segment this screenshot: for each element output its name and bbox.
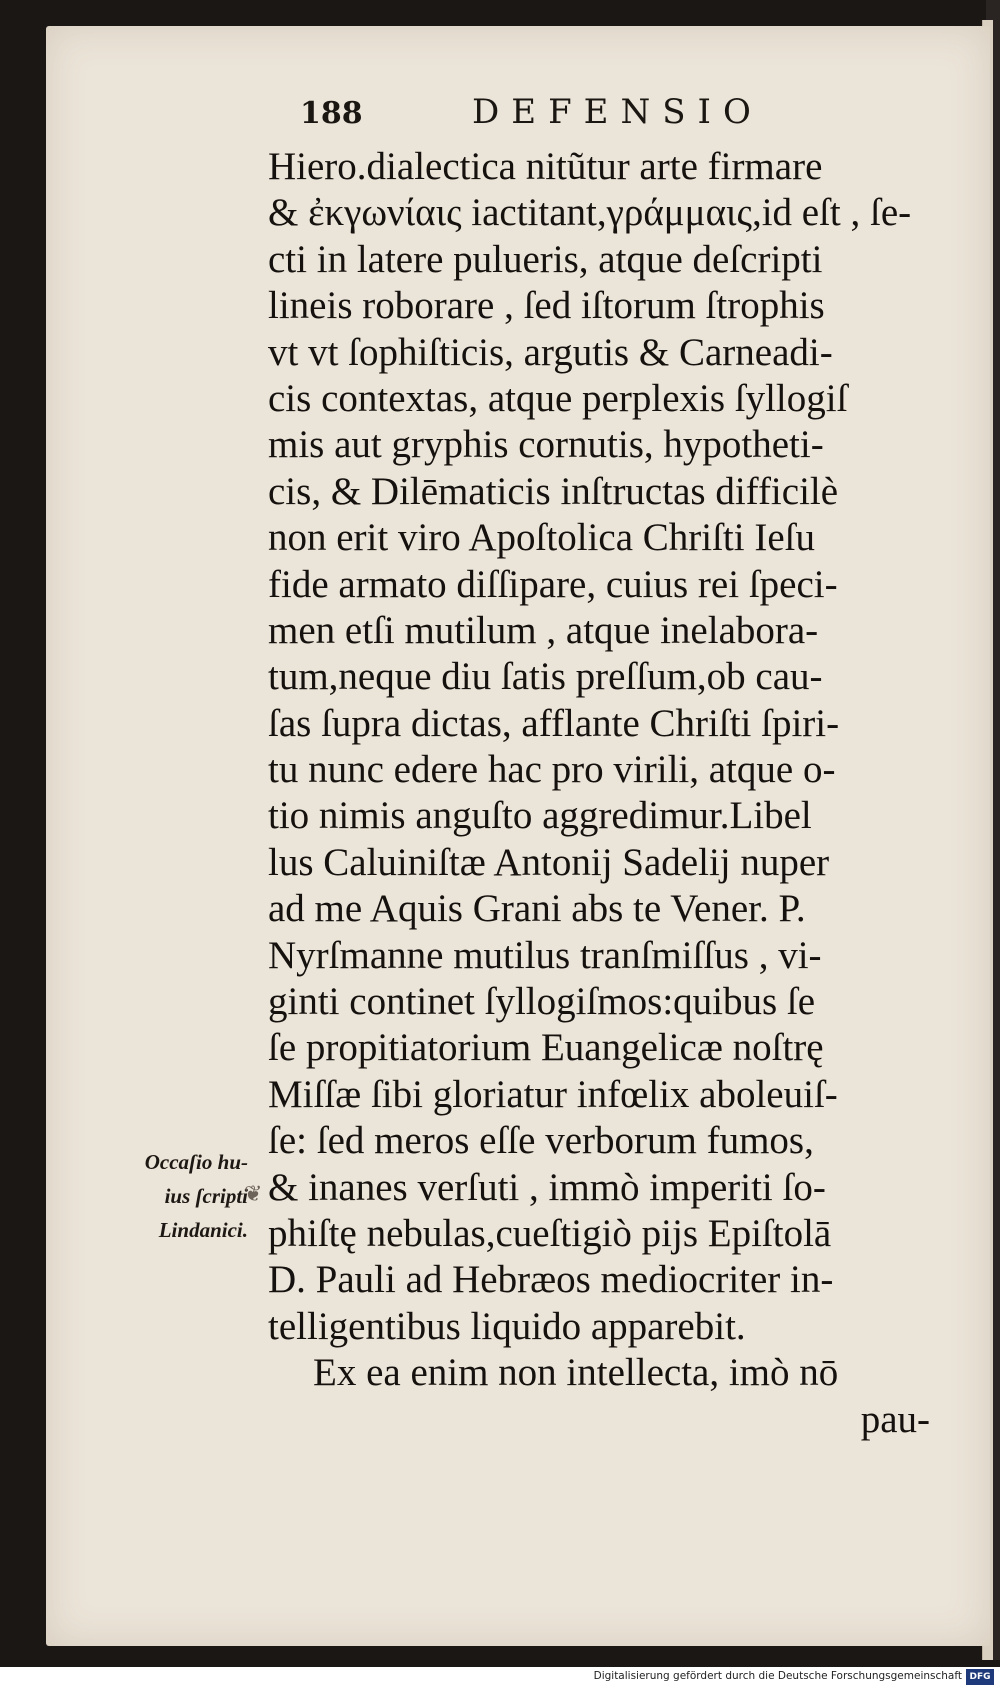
text-line: & ἐκγωνίαις iactitant,γράμμαις,id eſt , ſe-: [268, 191, 912, 235]
text-line: cti in latere pulueris, atque deſcripti: [268, 237, 823, 281]
text-line: vt vt ſophiſticis, argutis & Carneadi-: [268, 330, 833, 374]
text-line: non erit viro Apoſtolica Chriſti Ieſu: [268, 516, 815, 560]
text-line: phiſtę nebulas,cueſtigiò pijs Epiſtolā: [268, 1211, 832, 1255]
text-line: telligentibus liquido apparebit.: [268, 1304, 746, 1348]
text-line: Miſſæ ſibi gloriatur infœlix aboleuiſ-: [268, 1072, 838, 1116]
text-line: ſas ſupra dictas, afflante Chriſti ſpiri-: [268, 701, 840, 745]
text-line: tu nunc edere hac pro virili, atque o-: [268, 748, 836, 792]
text-line: lus Caluiniſtæ Antonij Sadelij nuper: [268, 840, 830, 884]
running-head: [300, 92, 770, 142]
text-line: Hiero.dialectica nitũtur arte firmare: [268, 145, 823, 188]
text-line: tio nimis anguſto aggredimur.Libel: [268, 794, 812, 838]
printer-ornament-icon: ❦: [244, 1182, 263, 1207]
text-line: cis, & Dilēmaticis inſtructas difficilè: [268, 469, 839, 513]
text-line: men etſi mutilum , atque inelabora-: [268, 608, 819, 652]
page-number: 188: [300, 96, 363, 131]
text-line: Nyrſmanne mutilus tranſmiſſus , vi-: [268, 933, 822, 977]
marginal-note-line: Lindanici.: [158, 1218, 248, 1242]
text-line: cis contextas, atque perplexis ſyllogiſ: [268, 376, 848, 420]
text-line: fide armato diſſipare, cuius rei ſpeci-: [268, 562, 838, 606]
marginal-note-line: ius ſcripti: [164, 1184, 248, 1208]
text-line: ſe propitiatorium Euangelicæ noſtrę: [268, 1026, 824, 1070]
catchword: pau-: [860, 1397, 930, 1441]
text-line: ad me Aquis Grani abs te Vener. P.: [268, 887, 806, 931]
marginal-note-line: Occaſio hu-: [144, 1150, 248, 1174]
text-line: ginti continet ſyllogiſmos:quibus ſe: [268, 980, 816, 1024]
marginal-note: [108, 1145, 248, 1247]
text-line: D. Pauli ad Hebræos mediocriter in-: [268, 1258, 834, 1302]
text-line: mis aut gryphis cornutis, hypotheti-: [268, 423, 824, 467]
text-line: ſe: ſed meros eſſe verborum fumos,: [268, 1119, 814, 1163]
paragraph-start-line: Ex ea enim non intellecta, imò nō: [313, 1351, 839, 1395]
text-line: tum,neque diu ſatis preſſum,ob cau-: [268, 655, 823, 699]
funding-credit: Digitalisierung gefördert durch die Deutsche Forschungsgemeinschaft: [593, 1670, 962, 1682]
body-text: [268, 144, 938, 1443]
dfg-logo-icon: DFG: [966, 1669, 994, 1685]
text-line: lineis roborare , ſed iſtorum ſtrophis: [268, 284, 825, 328]
header-title: DEFENSIO: [472, 92, 763, 132]
text-line: & inanes verſuti , immò imperiti ſo-: [268, 1165, 826, 1209]
digitization-footer: [0, 1667, 1000, 1689]
